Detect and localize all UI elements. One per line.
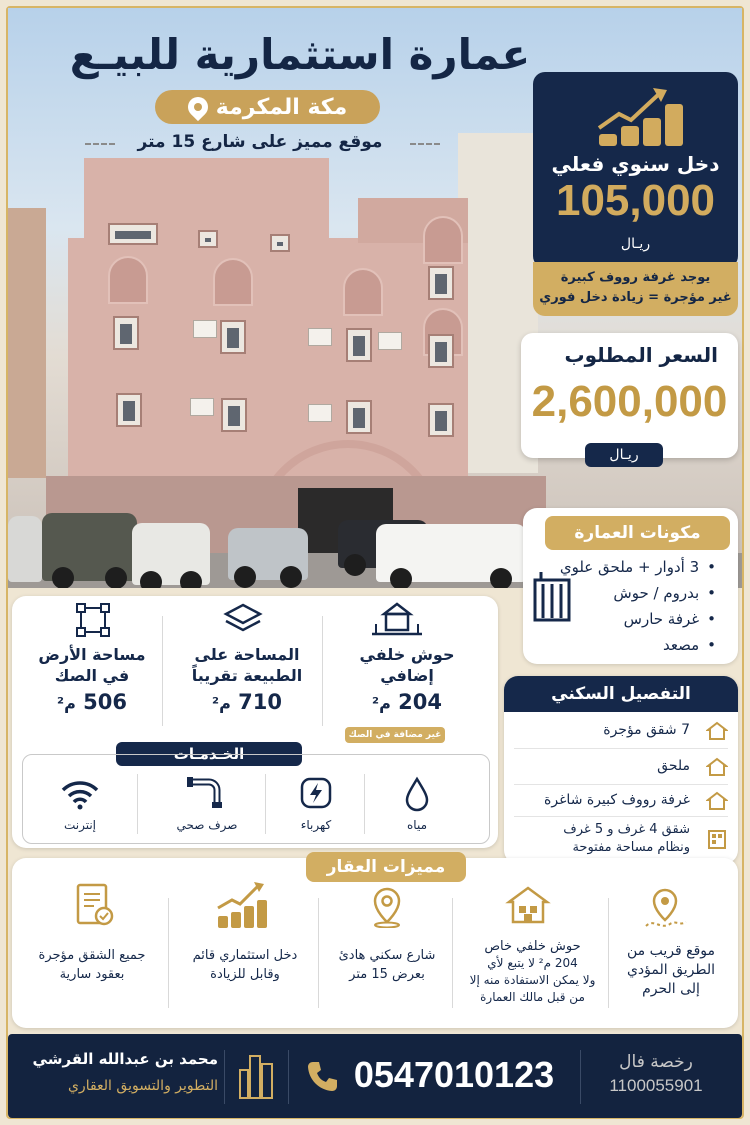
house-icon <box>505 884 551 926</box>
components-title: مكونات العمارة <box>545 516 730 550</box>
divider <box>288 1050 289 1104</box>
divider <box>265 774 266 834</box>
service-label: إنترنت <box>63 818 97 832</box>
water-drop-icon <box>402 776 432 812</box>
contract-icon <box>74 882 116 928</box>
divider <box>322 616 323 726</box>
divider <box>224 1050 225 1104</box>
home-icon <box>706 790 728 812</box>
backyard-tag: غير مضافة في الصك <box>345 727 445 743</box>
area-frame-icon <box>75 602 111 638</box>
components-panel <box>523 508 738 664</box>
car-sedan <box>228 528 308 580</box>
price-value: 2,600,000 <box>531 377 728 426</box>
divider <box>162 616 163 726</box>
phone-number[interactable]: 0547010123 <box>353 1054 555 1095</box>
divider <box>364 774 365 834</box>
component-item: • بدروم / حوش <box>613 584 716 602</box>
service-label: مياه <box>407 818 427 832</box>
component-item: • 3 أدوار + ملحق علوي <box>560 558 716 576</box>
building-icon <box>533 570 571 622</box>
residential-item: شقق 4 غرف و 5 غرف <box>563 822 690 837</box>
feature-item: دخل استثماري قائم وقابل للزيادة <box>192 948 298 982</box>
services-title: الخـدمـات <box>116 742 302 766</box>
car-left <box>8 516 42 582</box>
location-pin-icon <box>184 93 212 121</box>
map-pin-icon <box>640 886 690 932</box>
stat-value: 204 م² <box>372 690 442 714</box>
service-label: صرف صحي <box>176 818 238 832</box>
roof-note-line: يوجد غرفة رووف كبيرة <box>560 270 711 285</box>
stat-value: 710 م² <box>212 690 282 714</box>
income-card <box>533 72 738 268</box>
roof-note-line: غير مؤجرة = زيادة دخل فوري <box>539 290 732 305</box>
residential-title: التفصيل السكني <box>504 676 738 712</box>
divider <box>580 1050 581 1104</box>
divider <box>514 784 728 785</box>
roof-note <box>533 262 738 316</box>
company-logo-icon <box>236 1052 276 1100</box>
divider <box>514 816 728 817</box>
coins-growth-icon <box>212 878 270 930</box>
home-icon <box>706 756 728 778</box>
page-title: عمارة استثمارية للبيـع <box>69 30 531 79</box>
stat-label: مساحة الأرض <box>38 645 146 664</box>
license-label: رخصة فال <box>619 1052 693 1072</box>
feature-item: موقع قريب من الطريق المؤدي إلى الحرم <box>626 943 716 997</box>
car-white-suv <box>376 524 526 582</box>
residential-panel <box>504 676 738 864</box>
stat-actual-area <box>172 644 322 714</box>
divider <box>318 898 319 1008</box>
features-panel <box>12 858 738 1028</box>
pipe-icon <box>185 776 229 810</box>
stat-label: إضافي <box>380 666 434 685</box>
car-jeep <box>42 513 137 581</box>
stat-backyard <box>332 644 482 714</box>
layers-icon <box>223 602 263 638</box>
component-item: • مصعد <box>663 636 716 654</box>
coins-growth-icon <box>593 80 693 150</box>
service-label: كهرباء <box>300 818 332 832</box>
divider <box>514 748 728 749</box>
stat-label: الطبيعة تقريباً <box>191 666 303 685</box>
stat-label: حوش خلفي <box>359 645 455 664</box>
agent-tagline: التطوير والتسويق العقاري <box>67 1078 218 1094</box>
stat-value: 506 م² <box>57 690 127 714</box>
license-number: 1100055901 <box>609 1076 703 1095</box>
left-building <box>8 208 46 478</box>
feature-item: شارع سكني هادئ بعرض 15 متر <box>338 948 436 982</box>
component-item: • غرفة حارس <box>624 610 716 628</box>
home-icon <box>706 720 728 742</box>
income-label: دخل سنوي فعلي <box>551 152 720 176</box>
location-icon <box>367 886 407 928</box>
features-title: مميزات العقار <box>306 852 466 882</box>
city-badge <box>155 90 380 124</box>
stat-land-area <box>22 644 162 714</box>
feature-item: جميع الشقق مؤجرة بعقود سارية <box>38 948 146 982</box>
price-card <box>521 333 738 458</box>
location-note: موقع مميز على شارع 15 متر <box>137 132 383 152</box>
stat-label: في الصك <box>54 666 130 685</box>
price-label: السعر المطلوب <box>564 343 718 367</box>
income-currency: ريـال <box>620 236 651 252</box>
city-label: مكة المكرمة <box>215 94 348 120</box>
residential-item: 7 شقق مؤجرة <box>603 722 690 738</box>
residential-item: ملحق <box>657 758 690 774</box>
income-value: 105,000 <box>555 176 716 225</box>
feature-item: حوش خلفي خاص 204 م² لا يتبع لأي ولا يمكن الاستفادة منه إلا من قبل مالك العمارة <box>469 939 596 1004</box>
phone-icon[interactable] <box>304 1058 340 1094</box>
footer-bar <box>8 1034 742 1118</box>
yard-house-icon <box>370 600 424 640</box>
residential-item: غرفة رووف كبيرة شاغرة <box>544 792 690 808</box>
divider <box>452 898 453 1008</box>
agent-name: محمد بن عبدالله القرشي <box>32 1050 218 1068</box>
divider <box>608 898 609 1008</box>
wifi-icon <box>60 778 100 810</box>
divider <box>168 898 169 1008</box>
price-currency: ريـال <box>585 443 663 467</box>
electricity-icon <box>299 776 333 810</box>
stat-label: المساحة على <box>194 645 300 664</box>
stats-panel <box>12 596 498 848</box>
apartment-icon <box>706 828 728 850</box>
car-pickup <box>132 523 210 585</box>
residential-item: ونظام مساحة مفتوحة <box>572 840 690 855</box>
divider <box>137 774 138 834</box>
